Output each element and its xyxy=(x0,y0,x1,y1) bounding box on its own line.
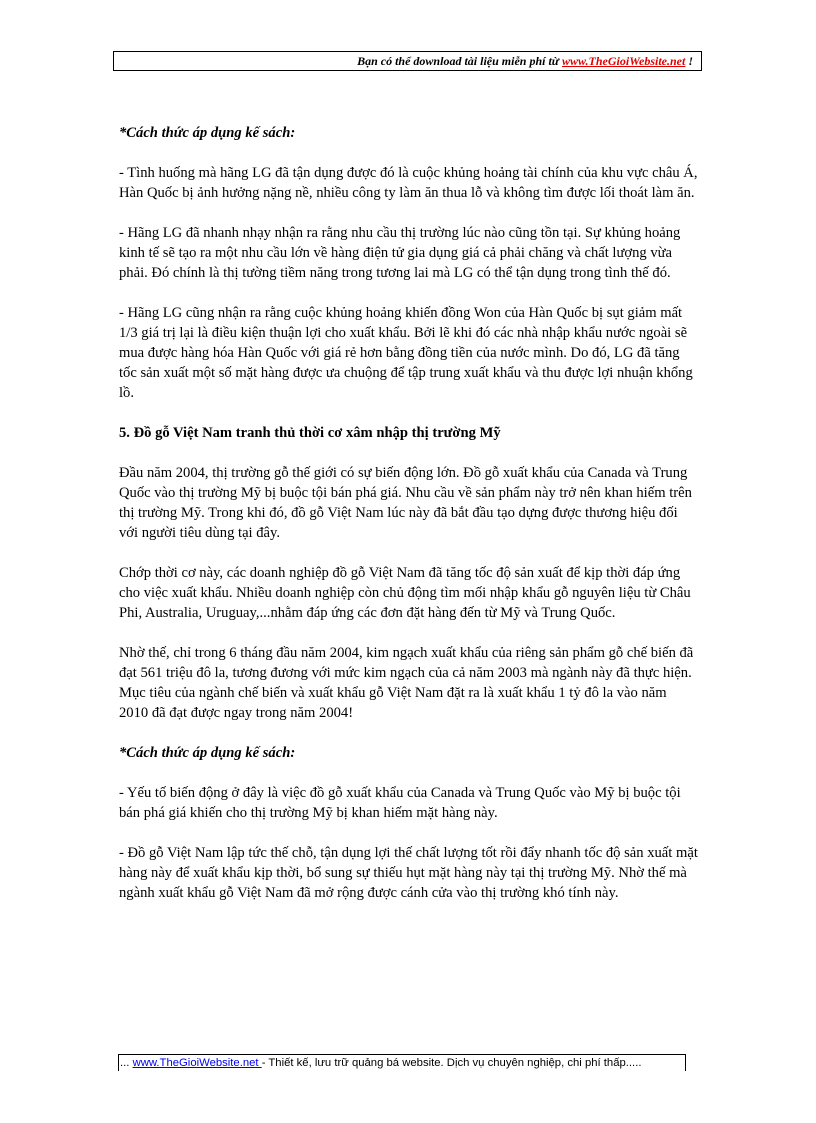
footer-prefix-text: ... xyxy=(120,1057,133,1069)
page-header-banner xyxy=(113,51,702,71)
footer-suffix-text: - Thiết kế, lưu trữ quảng bá website. Dịch vụ chuyên nghiệp, chi phí thấp..... xyxy=(261,1057,642,1069)
paragraph: - Tình huống mà hãng LG đã tận dụng được đó là cuộc khủng hoảng tài chính của khu vực châu Á, Hàn Quốc bị ảnh hưởng nặng nề, nhiều công ty làm ăn thua lỗ và không tìm được lối thoát làm ăn. xyxy=(119,165,698,201)
page-footer-banner xyxy=(118,1054,686,1071)
paragraph: Nhờ thế, chỉ trong 6 tháng đầu năm 2004, kim ngạch xuất khẩu của riêng sản phẩm gỗ chế biến đã đạt 561 triệu đô la, tương đương với mức kim ngạch của cả năm 2003 mà ngành này đã thực hiện. Mục tiêu của ngành chế biến và xuất khẩu gỗ Việt Nam đặt ra là xuất khẩu 1 tỷ đô la vào năm 2010 đã đạt được ngay trong năm 2004! xyxy=(119,645,694,721)
header-suffix-text: ! xyxy=(685,54,693,68)
section-heading: *Cách thức áp dụng kế sách: xyxy=(119,125,296,141)
section-heading: *Cách thức áp dụng kế sách: xyxy=(119,745,296,761)
document-body xyxy=(119,123,699,923)
footer-website-link[interactable]: www.TheGioiWebsite.net xyxy=(132,1057,262,1069)
paragraph: - Hãng LG đã nhanh nhạy nhận ra rằng nhu cầu thị trường lúc nào cũng tồn tại. Sự khủng hoảng kinh tế sẽ tạo ra một nhu cầu lớn về hàng điện tử gia dụng giá cả phải chăng và chất lượng vừa phải. Đó chính là thị tường tiềm năng trong tương lai mà LG có thể tận dụng trong tình thế đó. xyxy=(119,225,681,281)
section-heading: 5. Đồ gỗ Việt Nam tranh thủ thời cơ xâm nhập thị trường Mỹ xyxy=(119,425,501,441)
paragraph: - Yếu tố biến động ở đây là việc đồ gỗ xuất khẩu của Canada và Trung Quốc vào Mỹ bị buộc tội bán phá giá khiến cho thị trường Mỹ bị khan hiếm mặt hàng này. xyxy=(119,785,681,821)
paragraph: Đầu năm 2004, thị trường gỗ thế giới có sự biến động lớn. Đồ gỗ xuất khẩu của Canada và Trung Quốc vào thị trường Mỹ bị buộc tội bán phá giá. Nhu cầu về sản phẩm này trở nên khan hiếm trên thị trường Mỹ. Trong khi đó, đồ gỗ Việt Nam lúc này đã bắt đầu tạo dựng được thương hiệu đối với người tiêu dùng tại đây. xyxy=(119,465,692,541)
header-prefix-text: Bạn có thể download tài liệu miễn phí từ xyxy=(357,54,562,68)
header-website-link[interactable]: www.TheGioiWebsite.net xyxy=(561,54,686,68)
paragraph: - Đồ gỗ Việt Nam lập tức thế chỗ, tận dụng lợi thế chất lượng tốt rồi đẩy nhanh tốc độ sản xuất mặt hàng này để xuất khẩu kịp thời, bổ sung sự thiếu hụt mặt hàng này tại thị trường Mỹ. Nhờ thế mà ngành xuất khẩu gỗ Việt Nam đã mở rộng được cánh cửa vào thị trường khó tính này. xyxy=(119,845,698,901)
paragraph: - Hãng LG cũng nhận ra rằng cuộc khủng hoảng khiến đồng Won của Hàn Quốc bị sụt giảm mất 1/3 giá trị lại là điều kiện thuận lợi cho xuất khẩu. Bởi lẽ khi đó các nhà nhập khẩu nước ngoài sẽ mua được hàng hóa Hàn Quốc với giá rẻ hơn bằng đồng tiền của nước mình. Do đó, LG đã tăng tốc sản xuất một số mặt hàng được ưa chuộng để tập trung xuất khẩu và thu được lợi nhuận khổng lồ. xyxy=(119,305,693,401)
paragraph: Chớp thời cơ này, các doanh nghiệp đồ gỗ Việt Nam đã tăng tốc độ sản xuất để kịp thời đáp ứng cho việc xuất khẩu. Nhiều doanh nghiệp còn chủ động tìm mối nhập khẩu gỗ nguyên liệu từ Châu Phi, Australia, Uruguay,...nhằm đáp ứng các đơn đặt hàng đến từ Mỹ và Trung Quốc. xyxy=(119,565,691,621)
